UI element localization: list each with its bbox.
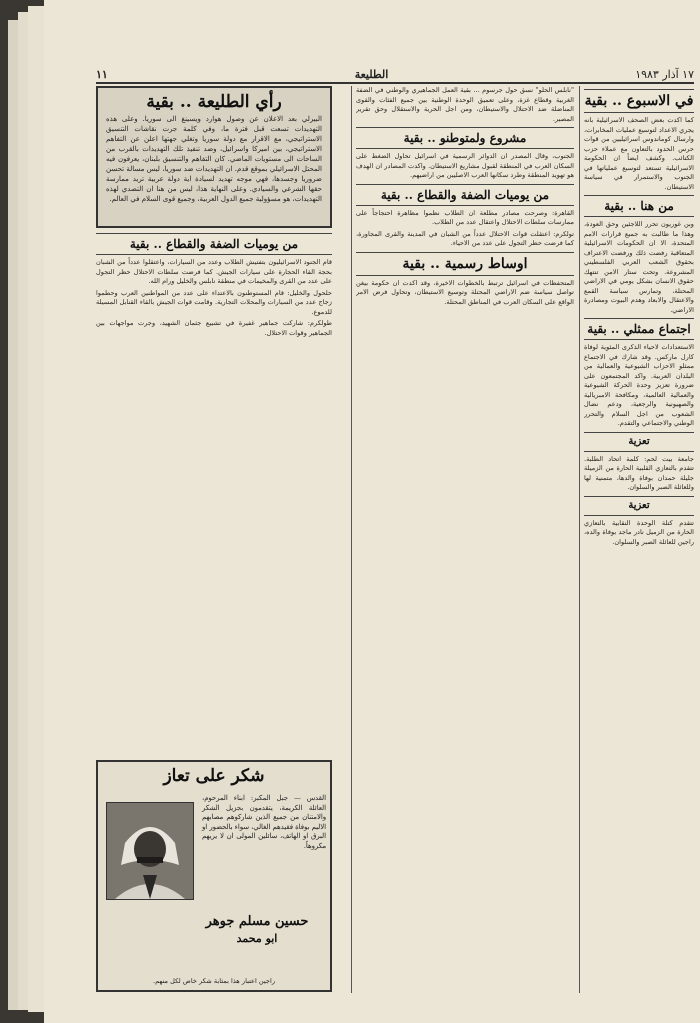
article-text: القاهرة: وصرحت مصادر مطلعة ان الطلاب نظموا مظاهرة احتجاجاً على ممارسات سلطات الاحتلال واعتقال عدد من الطلاب. <box>356 208 574 226</box>
portrait-photo <box>106 802 194 900</box>
headline: من يوميات الضفة والقطاع .. بقية <box>356 184 574 206</box>
thanks-text: القدس — جبل المكبر: ابناء المرحوم، العائلة الكريمة، يتقدمون بجزيل الشكر والامتنان من جميع الذين شاركوهم مصابهم الاليم بوفاة فقيدهم الغالي، سواء بالحضور او البرق او الهاتف، سائلين المولى ان لا يريهم مكروهاً. <box>202 794 326 850</box>
column-right <box>584 86 694 993</box>
editorial-text: البيرلي بعد الاعلان عن وصول هوارد ويسينغ الى سوريا. وعلى هذه التهديدات تسعت قبل فترة ما، وفي كلمة جرت نقاشات التنسيق الاستراتيجي، مع الاقرار مع دولة سوريا وتغلي جهتها اعلن عن التفاهم الاستراتيجي، بين اميركا واسرائيل، وضد تنفيذ تلك التهديدات بالقرب من الساحات الى مستويات الماضي. كان التفاهم والتنسيق بلبنان، يعرفون فيه المحتل الاسرائيلي بموقع قدم. ان التهديدات ضد سوريا، ليس مسالة تحسن ضروريا وجسدها، فهي موجه تهديد لسيادة اية دولة عربية تريد ممارسة حقها الشرعي والسيادي. وعلى النهاية هذا، ليس من هنا ان التصدي لهذه التهديدات، هو مسؤولية جميع الدول العربية، وجميع قوى السلام في العالم. <box>106 115 322 203</box>
newspaper-name: الطليعة <box>354 67 389 81</box>
article-text: الاستعدادات لاحياء الذكرى المئوية لوفاة كارل ماركس. وقد شارك في الاجتماع ممثلو الاحزاب الشيوعية والعمالية من البلدان العربية. واكد المجتمعون على ضرورة تعزيز وحدة الحركة الشيوعية والعمالية العالمية، ومكافحة الامبريالية والصهيونية والرجعية، ودعم نضال الشعوب من اجل السلام والتحرر الوطني والاجتماعي والتقدم. <box>584 343 694 427</box>
headline: تعزية <box>584 432 694 452</box>
page-number: ١١ <box>96 67 108 81</box>
article-text: المتحفظات في اسرائيل ترتبط بالخطوات الاخيرة، وقد اكدت ان حكومة بيغن تواصل سياسة ضم الاراضي المحتلة وتوسيع الاستيطان، وتحاول فرض الامر الواقع على السكان العرب في المناطق المحتلة. <box>356 278 574 306</box>
article-text: جامعة بيت لحم: كلمة اتحاد الطلبة. تتقدم بالتعازي القلبية الحارة من الزميلة جليلة حمدان بوفاة والدها، متمنية لها وللعائلة الصبر والسلوان. <box>584 454 694 491</box>
person-kunya: ابو محمد <box>236 932 278 945</box>
article-text: تتقدم كتلة الوحدة النقابية بالتعازي الحارة من الزميل نادر ماجد بوفاة والده، راجين للعائلة الصبر والسلوان. <box>584 518 694 546</box>
page-header <box>96 66 694 84</box>
column-divider <box>351 86 352 993</box>
article-text: تولكرم: اعتقلت قوات الاحتلال عدداً من الشبان في المدينة والقرى المجاورة، كما فرضت حظر التجول على عدد من الاحياء. <box>356 229 574 247</box>
column-middle <box>356 86 574 993</box>
headline: اوساط رسمية .. بقية <box>356 252 574 276</box>
headline: مشروع ولمتوطنو .. بقية <box>356 127 574 149</box>
newspaper-page <box>44 0 700 1023</box>
column-left <box>96 230 332 755</box>
thanks-title: شكر على تعاز <box>163 766 265 786</box>
article-text: طولكرم: شاركت جماهير غفيرة في تشييع جثمان الشهيد، وجرت مواجهات بين الجماهير وقوات الاحتلال. <box>96 319 332 337</box>
person-name: حسين مسلم جوهر <box>205 914 309 929</box>
article-text: "نابلس الحلو" نسق حول جرسوم ... بقية العمل الجماهيري والوطني في الضفة الغربية وقطاع غزة، وعلى تعميق الوحدة الوطنية بين جميع الفئات والقوى المناضلة ضد الاحتلال والاستيطان، ومن اجل الحرية والاستقلال وحق تقرير المصير. <box>356 86 574 123</box>
article-text: كما اكدت بعض الصحف الاسرائيلية بانه يجري الاعداد لتوسيع عمليات المخابرات، وارسال كوماندوس اسرائيليين من قوات حرس الحدود بالتعاون مع عملاء حزب الكتائب. وكشف ايضاً ان الحكومة الاسرائيلية تستعد لتوسيع عملياتها في الجنوب والاستمرار في سياسة الاستيطان. <box>584 116 694 191</box>
editorial-box <box>96 86 332 228</box>
article-text: حلحول والخليل: قام المستوطنون بالاعتداء على عدد من المواطنين العرب وحطموا زجاج عدد من السيارات والمحلات التجارية. وقامت قوات الجيش بالقاء القنابل المسيلة للدموع. <box>96 288 332 316</box>
portrait-icon <box>107 803 193 899</box>
column-divider <box>579 86 580 993</box>
headline: تعزية <box>584 496 694 516</box>
editorial-title: رأي الطليعة .. بقية <box>146 92 282 112</box>
article-text: قام الجنود الاسرائيليون بتفتيش الطلاب وعدد من السيارات، واعتقلوا عدداً من الشبان بحجة القاء الحجارة على سيارات الجيش. كما فرضت سلطات الاحتلال حظر التجول على عدد من القرى والمخيمات في منطقة نابلس والخليل ورام الله. <box>96 258 332 285</box>
thanks-box <box>96 760 332 992</box>
thanks-footer: راجين اعتبار هذا بمثابة شكر خاص لكل منهم. <box>152 977 276 985</box>
headline: اجتماع ممثلي .. بقية <box>584 318 694 340</box>
article-text: الجنوب، وقال المصدر ان الدوائر الرسمية في اسرائيل تحاول الضغط على السكان العرب في المنطقة لقبول مشاريع الاستيطان. واكدت المصادر ان الهدف هو تهويد المنطقة وطرد سكانها العرب الاصليين من اراضيهم. <box>356 152 574 179</box>
issue-date: ١٧ آذار ١٩٨٣ <box>635 67 694 81</box>
article-text: وبن غوريون تحرر اللاجئين وحق العودة، وهذا ما طالبت به جميع قرارات الامم المتحدة، الا ان الحكومات الاسرائيلية المتعاقبة رفضت ذلك ورفضت الاعتراف بحقوق الشعب العربي الفلسطيني المشروعة. وتحت ستار الامن تنتهك حقوق الانسان بشكل يومي في الاراضي المحتلة، وتمارس سياسة القمع والاعتقال والابعاد وهدم البيوت ومصادرة الاراضي. <box>584 220 694 314</box>
headline: من هنا .. بقية <box>584 195 694 217</box>
headline: في الاسبوع .. بقية <box>584 89 694 113</box>
headline: من يوميات الضفة والقطاع .. بقية <box>96 233 332 255</box>
